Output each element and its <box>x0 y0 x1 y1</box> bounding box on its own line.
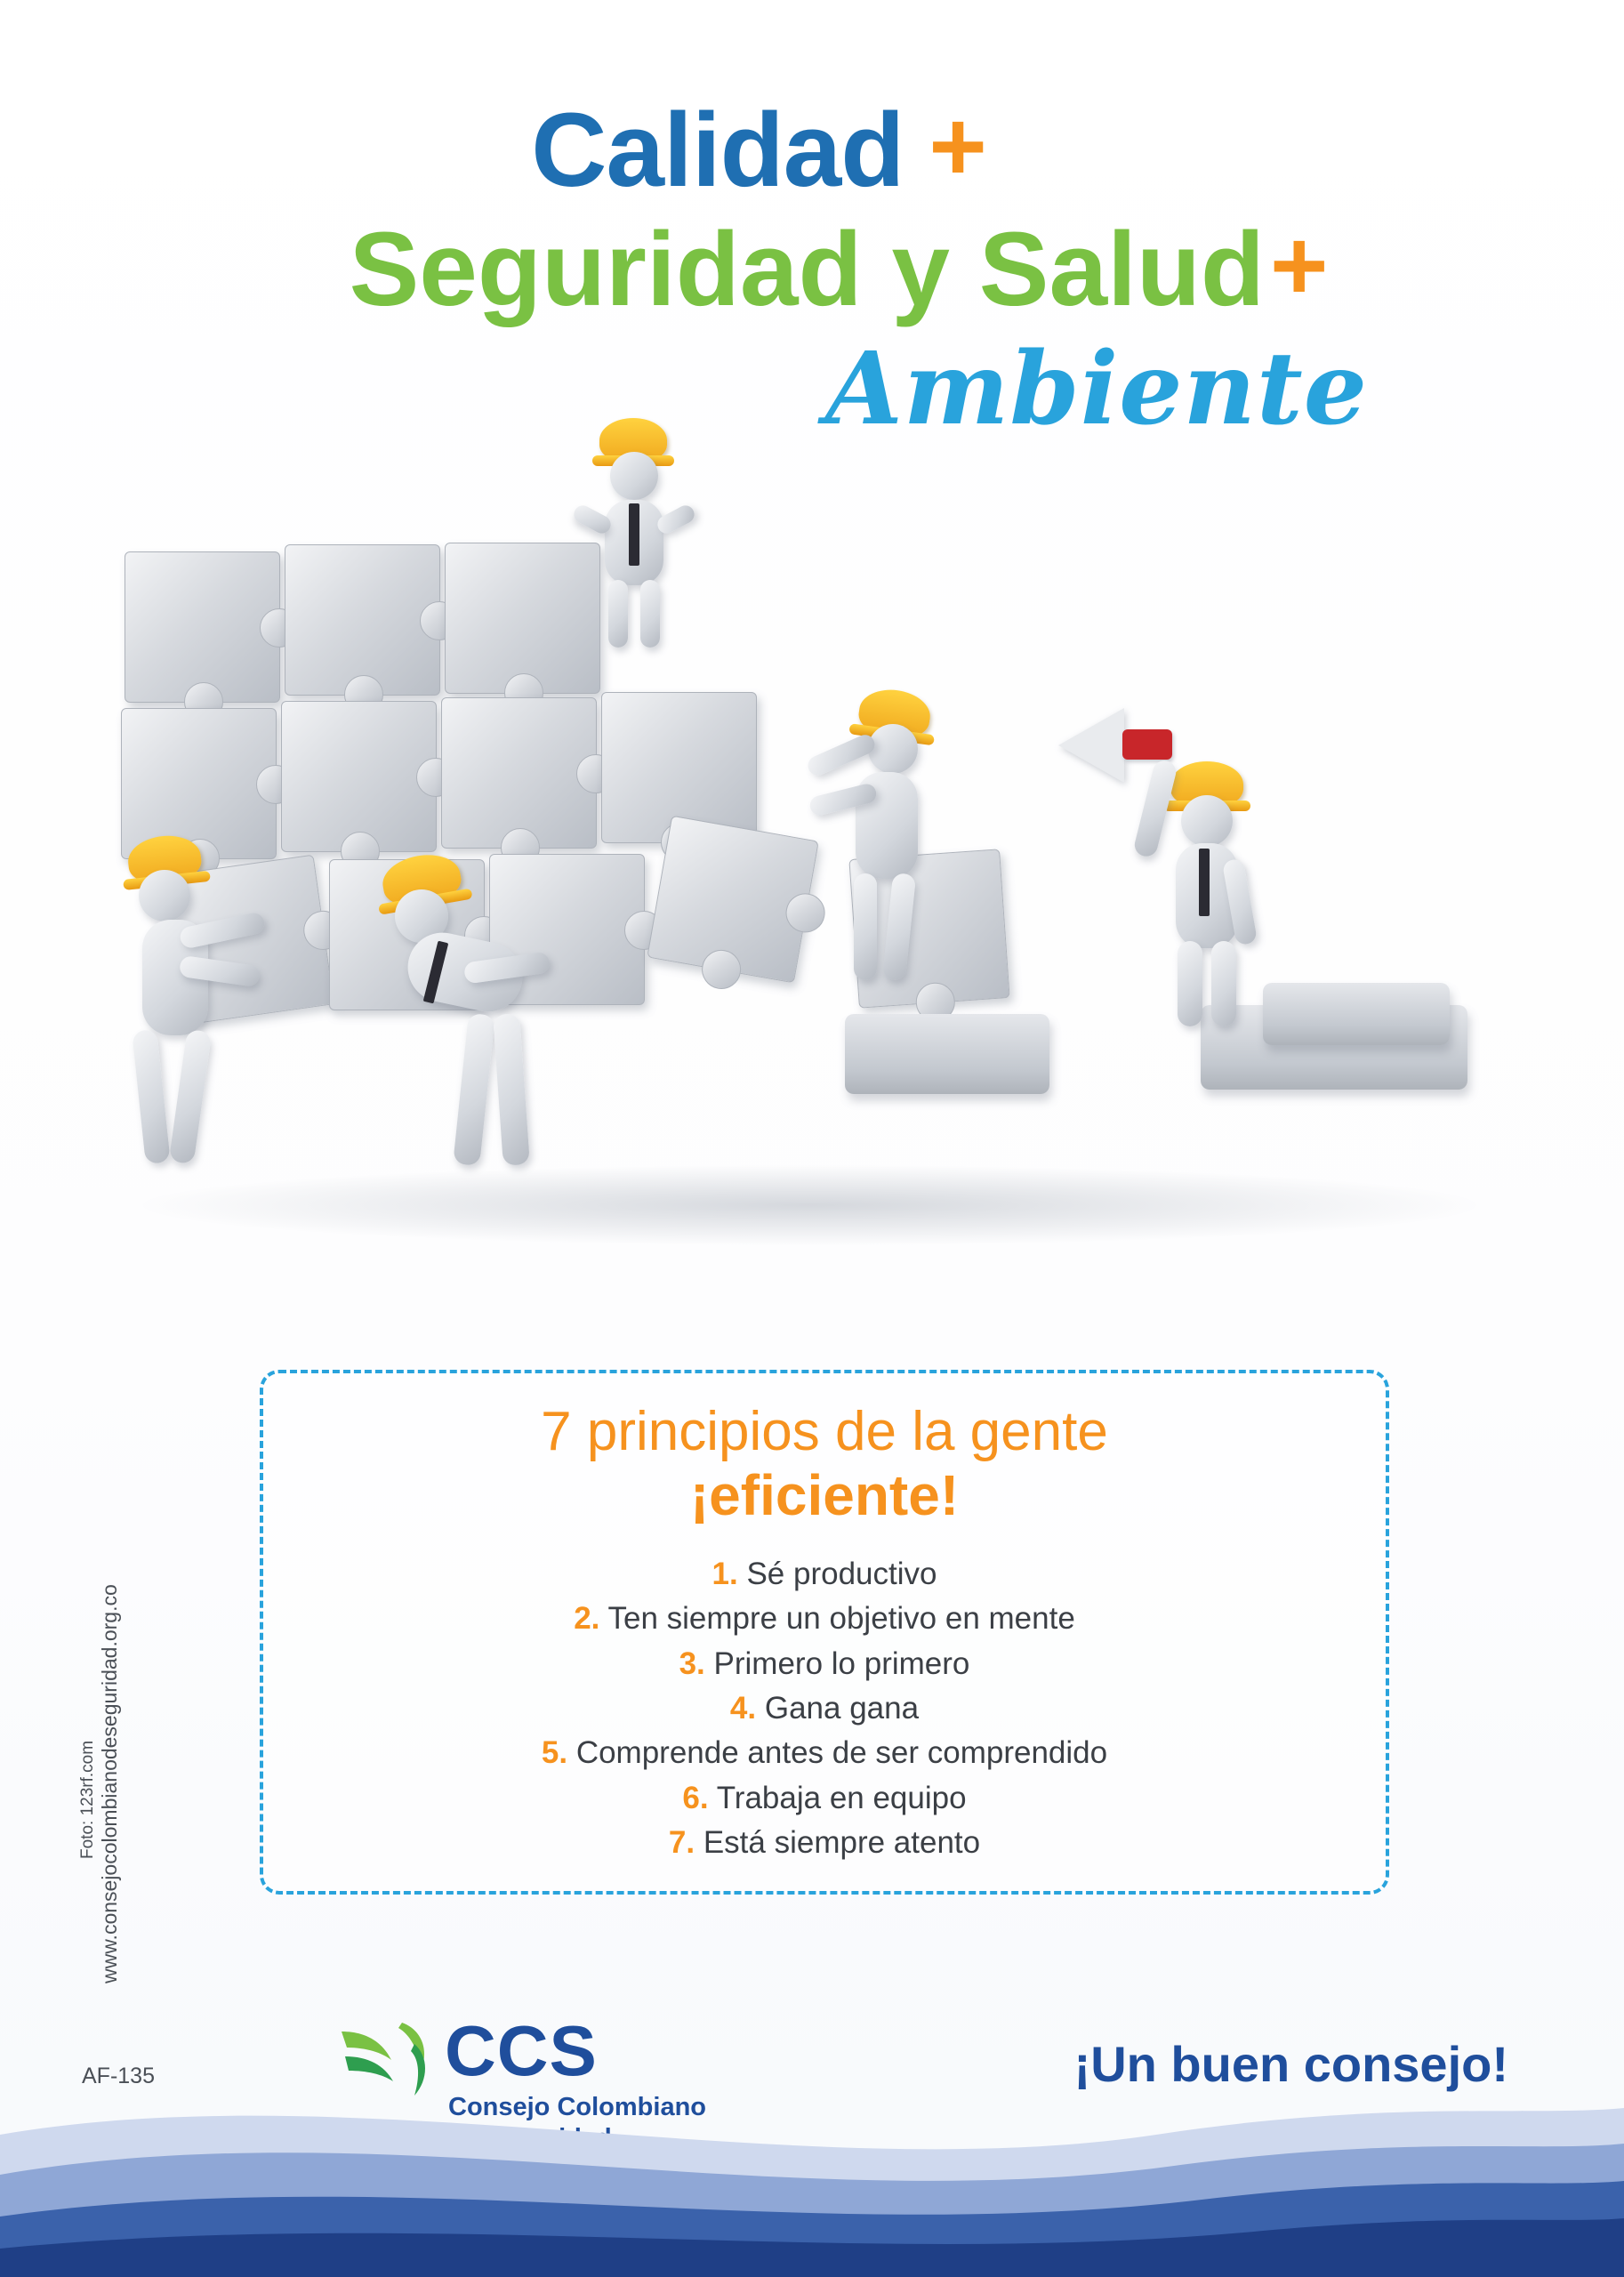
figure-leg <box>493 1013 530 1166</box>
figure-leg <box>640 580 660 648</box>
list-item-number: 1. <box>712 1556 738 1591</box>
worker-figure-top <box>569 418 694 649</box>
figure-arm <box>179 911 267 949</box>
figure-head <box>1181 795 1233 847</box>
side-vertical-text <box>76 1584 121 2001</box>
puzzle-teamwork-illustration <box>107 463 1565 1263</box>
list-item-text: Comprende antes de ser comprendido <box>575 1735 1108 1771</box>
list-item-number: 7. <box>668 1825 695 1861</box>
list-item <box>263 1776 1386 1821</box>
puzzle-piece <box>285 544 440 696</box>
list-item-number: 6. <box>682 1780 709 1815</box>
floor-shadow <box>142 1165 1476 1245</box>
figure-arm <box>571 503 614 536</box>
principles-heading <box>263 1400 1386 1529</box>
list-item-number: 2. <box>574 1601 600 1637</box>
megaphone-icon <box>1058 708 1124 783</box>
poster-title <box>0 91 1624 447</box>
list-item <box>263 1821 1386 1865</box>
flat-puzzle-piece <box>845 1014 1049 1094</box>
title-line-seguridad: Seguridad y Salud+ <box>349 210 1329 328</box>
worker-figure-megaphone <box>1058 667 1263 1023</box>
list-item <box>263 1642 1386 1686</box>
puzzle-piece <box>281 701 437 852</box>
figure-leg <box>1178 941 1202 1026</box>
list-item <box>263 1686 1386 1731</box>
title-line-calidad: Calidad + <box>531 91 986 209</box>
figure-leg <box>453 1013 495 1166</box>
worker-figure-left <box>116 827 267 1174</box>
list-item-text: Trabaja en equipo <box>716 1780 967 1815</box>
puzzle-piece <box>441 697 597 849</box>
necktie <box>1199 849 1210 916</box>
principles-heading-line1: 7 principios de la gente <box>541 1401 1108 1462</box>
figure-head <box>610 452 658 500</box>
footer-tagline: ¡Un buen consejo! <box>1073 2036 1508 2092</box>
plus-icon-1: + <box>929 91 986 202</box>
list-item-number: 3. <box>679 1645 705 1681</box>
title-line-ambiente: Ambiente <box>825 330 1368 447</box>
principles-list <box>263 1552 1386 1866</box>
figure-leg <box>882 873 916 981</box>
necktie <box>629 503 639 566</box>
website-url[interactable]: www.consejocolombianodeseguridad.org.co <box>98 1584 121 1983</box>
list-item-text: Está siempre atento <box>703 1825 981 1861</box>
megaphone-handle <box>1122 729 1172 760</box>
figure-leg <box>132 1029 171 1164</box>
list-item <box>263 1731 1386 1775</box>
worker-figure-pushing <box>809 685 943 987</box>
worker-figure-bending <box>365 845 560 1192</box>
decorative-waves <box>0 2010 1624 2277</box>
list-item <box>263 1552 1386 1597</box>
list-item-text: Sé productivo <box>746 1556 937 1591</box>
figure-arm <box>805 732 878 779</box>
figure-leg <box>169 1029 213 1164</box>
document-code: AF-135 <box>82 2064 155 2088</box>
figure-leg <box>854 873 877 980</box>
figure-arm <box>655 503 697 536</box>
logo-initials: CCS <box>445 2011 598 2090</box>
figure-leg <box>608 580 628 648</box>
list-item <box>263 1597 1386 1641</box>
list-item-number: 4. <box>729 1691 757 1726</box>
list-item-text: Gana gana <box>764 1691 920 1726</box>
principles-box <box>260 1370 1389 1895</box>
photo-credit: Foto: 123rf.com <box>78 1740 97 1859</box>
figure-head <box>868 724 918 774</box>
logo-subtitle-line1: Consejo Colombiano <box>448 2093 706 2121</box>
list-item-number: 5. <box>541 1735 568 1771</box>
list-item-text: Primero lo primero <box>713 1645 970 1681</box>
figure-head <box>139 870 190 921</box>
principles-heading-line2: ¡eficiente! <box>689 1463 960 1528</box>
plus-icon-2: + <box>1270 210 1329 321</box>
puzzle-piece-held <box>647 816 819 984</box>
puzzle-piece <box>125 551 280 703</box>
list-item-text: Ten siempre un objetivo en mente <box>607 1601 1075 1637</box>
figure-leg <box>1211 941 1236 1026</box>
flat-puzzle-piece <box>1263 983 1450 1045</box>
